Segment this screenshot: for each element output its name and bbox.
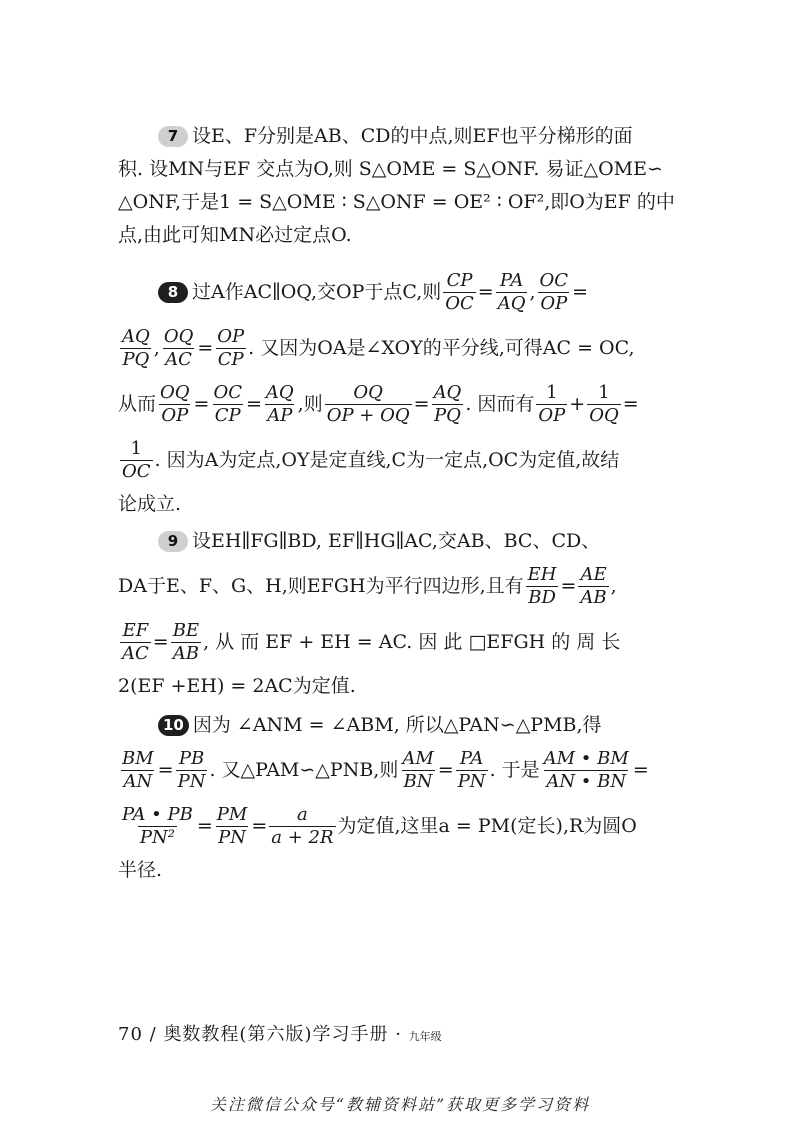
fraction: $\frac{AM • BM}{AN • BN}$ [543, 747, 629, 792]
p7-text-1: 设E、F分别是AB、CD的中点,则EF也平分梯形的面 [192, 125, 633, 147]
fraction: $\frac{OC}{CP}$ [213, 381, 242, 426]
p10-text-4: 半径. [118, 859, 163, 881]
fraction: $\frac{OC}{OP}$ [539, 269, 569, 314]
fraction: $\frac{PA • PB}{\text{PN²}}$ [122, 803, 193, 848]
problem-9-badge: 9 [158, 531, 188, 552]
fraction: $\frac{AQ}{PQ}$ [122, 325, 150, 370]
p7-text-2: 积. 设MN与EF 交点为O,则 S△OME = S△ONF. 易证△OME∽ [118, 158, 663, 180]
p9-text-1: 设EH∥FG∥BD, EF∥HG∥AC,交AB、BC、CD、 [192, 530, 601, 552]
p9-line-3: $\frac{EF}{AC}$ = $\frac{BE}{AB}$ , 从 而 EF + EH = AC. 因 此 □EFGH 的 周 长 [118, 614, 684, 670]
grade-label: 九年级 [408, 1030, 442, 1043]
fraction: $\frac{1}{OP}$ [538, 381, 566, 426]
p7-text-3: △ONF,于是1 = S△OME ∶ S△ONF = OE² ∶ OF²,即O为EF 的中 [118, 191, 675, 213]
fraction: $\frac{OQ}{OP + OQ}$ [326, 381, 410, 426]
fraction: $\frac{BE}{AB}$ [172, 619, 200, 664]
p9-text-2: DA于E、F、G、H,则EFGH为平行四边形,且有 [118, 575, 524, 597]
fraction: $\frac{AQ}{PQ}$ [433, 381, 462, 426]
p8-line-1: 8 过A作AC∥OQ,交OP于点C,则 $\frac{CP}{OC}$ = $\frac{PA}{AQ}$ , $\frac{OC}{OP}$ = [118, 264, 684, 320]
fraction: $\frac{CP}{OC}$ [445, 269, 474, 314]
fraction: $\frac{PA}{AQ}$ [497, 269, 526, 314]
p9-line-4 [118, 670, 684, 703]
p9-line-2: DA于E、F、G、H,则EFGH为平行四边形,且有 $\frac{EH}{BD}$ = $\frac{AE}{AB}$ , [118, 558, 684, 614]
p10-text-1: 因为 ∠ANM = ∠ABM, 所以△PAN∽△PMB,得 [192, 714, 602, 736]
p10-line-2: $\frac{BM}{AN}$ = $\frac{PB}{PN}$ . 又△PAM∽△PNB,则 $\frac{AM}{BN}$ = $\frac{PA}{PN}$ . 于是 $\frac{AM • BM}{AN • BN}$ = [118, 742, 684, 798]
p7-line-1 [118, 120, 684, 153]
watermark-notice: 关注微信公众号“教辅资料站”获取更多学习资料 [209, 1095, 591, 1114]
fraction: $\frac{EH}{BD}$ [527, 563, 557, 608]
p7-line-3 [118, 186, 684, 219]
p8-text-4: . 因为A为定点,OY是定直线,C为一定点,OC为定值,故结 [154, 449, 620, 471]
p8-text-1: 过A作AC∥OQ,交OP于点C,则 [192, 281, 442, 303]
p7-text-4: 点,由此可知MN必过定点O. [118, 224, 352, 246]
problem-7-badge: 7 [158, 126, 188, 147]
p10-line-4 [118, 854, 684, 887]
fraction: $\frac{OQ}{OP}$ [160, 381, 190, 426]
fraction: $\frac{OQ}{AC}$ [163, 325, 194, 370]
p8-line-3: 从而 $\frac{OQ}{OP}$ = $\frac{OC}{CP}$ = $\frac{AQ}{AP}$ ,则 $\frac{OQ}{OP + OQ}$ = $\frac{AQ}{PQ}$ . 因而有 $\frac{1}{OP}$ + $\frac{1}{OQ}$ = [118, 376, 684, 432]
p9-text-3: , 从 而 EF + EH = AC. 因 此 □EFGH 的 周 长 [203, 631, 621, 653]
p7-line-2 [118, 153, 684, 186]
fraction: $\frac{a}{a + 2R}$ [271, 803, 334, 848]
p8-text-3b: ,则 [297, 393, 323, 415]
fraction: $\frac{OP}{CP}$ [217, 325, 245, 370]
fraction: $\frac{AQ}{AP}$ [265, 381, 294, 426]
book-title: 奥数教程(第六版)学习手册 · [163, 1024, 402, 1045]
fraction: $\frac{AM}{BN}$ [402, 747, 434, 792]
fraction: $\frac{PM}{PN}$ [216, 803, 248, 848]
fraction: $\frac{AE}{AB}$ [580, 563, 607, 608]
p8-line-4 [118, 432, 684, 488]
p8-text-5: 论成立. [118, 493, 182, 515]
fraction: $\frac{PB}{PN}$ [177, 747, 206, 792]
fraction: $\frac{EF}{AC}$ [122, 619, 149, 664]
p8-line-5 [118, 488, 684, 521]
p7-line-4 [118, 219, 684, 252]
p10-text-2b: . 于是 [489, 759, 540, 781]
p10-text-3: 为定值,这里a = PM(定长),R为圆O [337, 815, 637, 837]
problem-8-badge: 8 [158, 282, 188, 303]
page-number: 70 / [118, 1024, 157, 1045]
p9-text-4: 2(EF +EH) = 2AC为定值. [118, 675, 356, 697]
page-footer [118, 1020, 442, 1046]
fraction: $\frac{BM}{AN}$ [122, 747, 154, 792]
fraction: $\frac{1}{OC}$ [122, 437, 151, 482]
p10-text-2a: . 又△PAM∽△PNB,则 [209, 759, 399, 781]
fraction: $\frac{1}{OQ}$ [589, 381, 619, 426]
p8-text-3c: . 因而有 [465, 393, 535, 415]
p8-text-2: . 又因为OA是∠XOY的平分线,可得AC = OC, [248, 337, 635, 359]
solution-content [118, 120, 684, 887]
p9-line-1 [118, 525, 684, 558]
fraction: $\frac{PA}{PN}$ [457, 747, 486, 792]
p10-line-3: $\frac{PA • PB}{\text{PN²}}$ = $\frac{PM}{PN}$ = $\frac{a}{a + 2R}$ 为定值,这里a = PM(定长),R为圆O [118, 798, 684, 854]
p8-line-2: $\frac{AQ}{PQ}$ , $\frac{OQ}{AC}$ = $\frac{OP}{CP}$ . 又因为OA是∠XOY的平分线,可得AC = OC, [118, 320, 684, 376]
p10-line-1 [118, 709, 684, 742]
problem-10-badge: 10 [158, 715, 189, 736]
p8-text-3a: 从而 [118, 393, 157, 415]
